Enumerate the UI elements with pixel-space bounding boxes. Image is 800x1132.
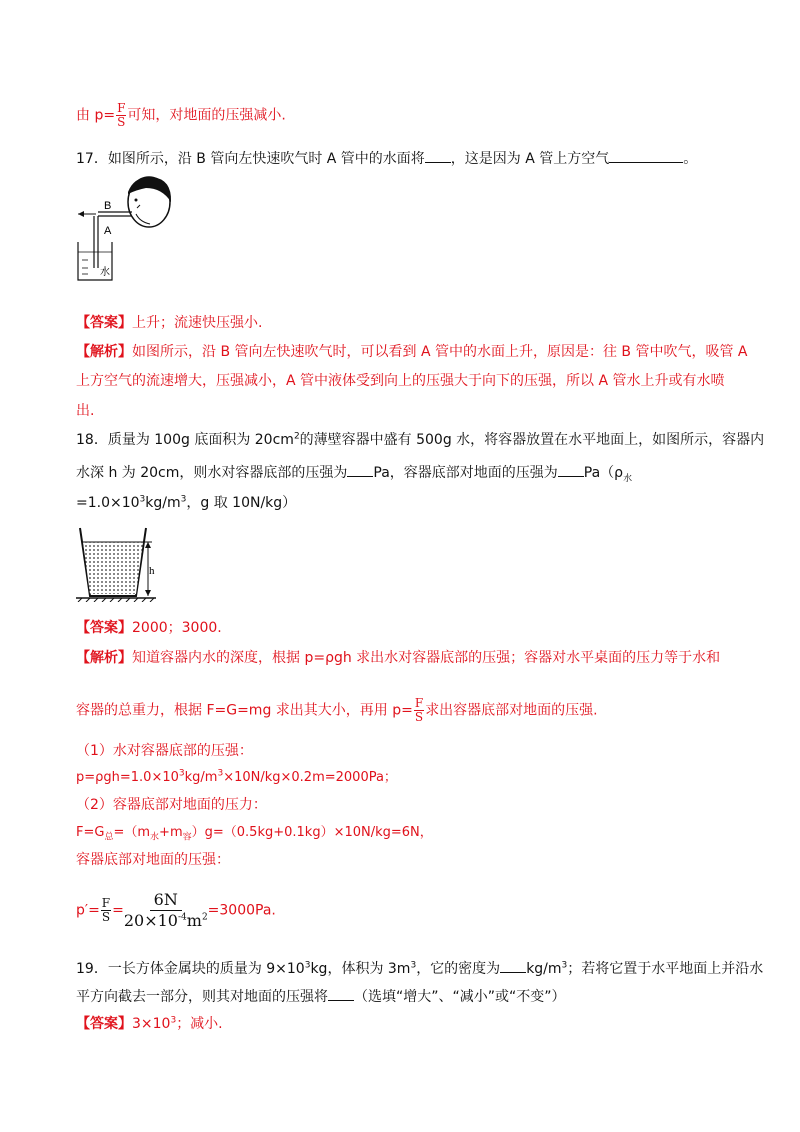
sup: 3 [170, 1015, 177, 1026]
q19-l2b: （选填“增大”、“减小”或“不变”） [354, 989, 566, 1005]
q18-l3c: ，g 取 10N/kg） [186, 495, 297, 511]
sup: 2 [293, 431, 300, 442]
q17-analysis-2: 上方空气的流速增大，压强减小，A 管中液体受到向上的压强大于向下的压强，所以 A 管水上升或有水喷 [76, 373, 725, 389]
q18-step-3: 容器底部对地面的压强： [76, 852, 230, 868]
q18-final-eq [76, 890, 724, 928]
carryover-line [76, 102, 724, 129]
q17-blank-2[interactable] [609, 148, 683, 163]
answer-a: 3×10 [132, 1016, 171, 1032]
analysis-2b: 求出容器底部对地面的压强. [425, 702, 598, 719]
q19-l2a: 平方向截去一部分，则其对地面的压强将 [76, 989, 328, 1005]
big-fraction [124, 890, 208, 931]
answer-b: ；减小. [176, 1016, 223, 1032]
label-water: 水 [100, 267, 110, 278]
sup: -4 [177, 912, 187, 923]
carryover-suffix: 可知，对地面的压强减小. [127, 107, 286, 124]
frac-den: S [117, 115, 126, 129]
sub: 水 [623, 473, 633, 484]
eq-b: =（m [113, 825, 151, 840]
q17-analysis-3: 出. [76, 403, 95, 419]
analysis-text: 如图所示，沿 B 管向左快速吹气时，可以看到 A 管中的水面上升，原因是：往 B 管中吹气，吸管 A [132, 344, 748, 360]
eq-b: kg/m [184, 770, 218, 785]
eq-a: F=G [76, 825, 105, 840]
sup: 3 [561, 960, 568, 971]
carryover-prefix: 由 p= [76, 107, 116, 124]
analysis-tag: 【解析】 [76, 650, 132, 666]
q18-analysis-2 [76, 697, 724, 724]
frac-den: S [101, 910, 111, 924]
sup: 3 [139, 494, 146, 505]
frac-num: F [117, 101, 126, 115]
sup: 3 [217, 768, 224, 779]
q19-l1e: ；若将它置于水平地面上并沿水 [567, 961, 764, 977]
fraction-f-over-s [116, 102, 126, 129]
label-b: B [104, 200, 112, 212]
final-pre: p′= [76, 902, 100, 919]
q19-blank-1[interactable] [500, 958, 526, 973]
q18-line-1 [76, 430, 765, 450]
q18-step-1: （1）水对容器底部的压强： [76, 743, 253, 759]
label-h: h [149, 565, 155, 577]
eq-c: ×10N/kg×0.2m=2000Pa； [223, 770, 397, 785]
q18-figure-container [76, 524, 158, 602]
sub: 水 [150, 832, 160, 843]
answer-text: 上升；流速快压强小. [132, 315, 263, 331]
q17-answer [76, 313, 724, 333]
q18-l3a: =1.0×10 [76, 495, 140, 511]
answer-tag: 【答案】 [76, 315, 132, 331]
q19-l1d: kg/m [526, 961, 562, 977]
q17-blank-1[interactable] [425, 148, 451, 163]
answer-text: 2000；3000. [132, 620, 222, 636]
frac-num: F [101, 896, 111, 910]
answer-tag: 【答案】 [76, 1016, 132, 1032]
sup: 3 [178, 768, 185, 779]
q17-text-b: ，这是因为 A 管上方空气 [450, 151, 610, 167]
sup: 2 [201, 912, 208, 923]
q18-step-2-eq [76, 823, 724, 843]
frac-den: S [414, 710, 424, 724]
question-17 [76, 148, 724, 169]
q19-line-2 [76, 986, 724, 1007]
sup: 3 [304, 960, 311, 971]
analysis-tag: 【解析】 [76, 344, 132, 360]
sub: 容 [182, 832, 192, 843]
fraction-f-over-s [414, 697, 424, 724]
final-post: =3000Pa. [207, 902, 276, 919]
q19-l1c: ，它的密度为 [416, 961, 501, 977]
q19-blank-2[interactable] [328, 986, 354, 1001]
q18-line-2 [76, 462, 724, 483]
den-a: 20×10 [123, 911, 178, 930]
final-eq-sign: = [112, 902, 124, 919]
q17-figure-straw-beaker [76, 172, 176, 284]
frac-num: F [414, 696, 424, 710]
q19-line-1 [76, 958, 764, 979]
q18-l2a: 水深 h 为 20cm，则水对容器底部的压强为 [76, 465, 348, 481]
q19-l1a: 19．一长方体金属块的质量为 9×10 [76, 961, 305, 977]
eq-a: p=ρgh=1.0×10 [76, 770, 179, 785]
q18-line-3 [76, 493, 724, 513]
q18-blank-1[interactable] [347, 462, 373, 477]
q18-l2c: Pa（ρ [583, 465, 624, 481]
q17-text-c: 。 [683, 151, 698, 167]
q18-l2b: Pa，容器底部对地面的压强为 [373, 465, 558, 481]
big-frac-num: 6N [150, 890, 182, 911]
q18-step-2: （2）容器底部对地面的压力： [76, 797, 267, 813]
sup: 3 [180, 494, 187, 505]
analysis-2a: 容器的总重力，根据 F=G=mg 求出其大小，再用 p= [76, 702, 413, 719]
label-a: A [104, 225, 112, 237]
q18-step-1-eq [76, 768, 724, 788]
den-b: m [186, 911, 202, 930]
sub: 总 [104, 832, 114, 843]
q19-answer [76, 1014, 724, 1034]
eq-c: +m [159, 825, 183, 840]
q18-l1a: 18．质量为 100g 底面积为 20cm [76, 432, 294, 448]
q18-answer [76, 618, 724, 638]
q18-l3b: kg/m [145, 495, 181, 511]
q18-l1b: 的薄壁容器中盛有 500g 水，将容器放置在水平地面上，如图所示，容器内 [299, 432, 765, 448]
analysis-text: 知道容器内水的深度，根据 p=ρgh 求出水对容器底部的压强；容器对水平桌面的压力等于水和 [132, 650, 721, 666]
answer-tag: 【答案】 [76, 620, 132, 636]
q18-blank-2[interactable] [558, 462, 584, 477]
sup: 3 [410, 960, 417, 971]
q18-analysis-1 [76, 648, 724, 668]
q19-l1b: kg，体积为 3m [310, 961, 411, 977]
eq-d: ）g=（0.5kg+0.1kg）×10N/kg=6N， [191, 825, 433, 840]
big-frac-den [124, 911, 208, 931]
q17-text-a: 17．如图所示，沿 B 管向左快速吹气时 A 管中的水面将 [76, 151, 425, 167]
q17-analysis-1 [76, 342, 748, 362]
fraction-f-over-s [101, 897, 111, 924]
